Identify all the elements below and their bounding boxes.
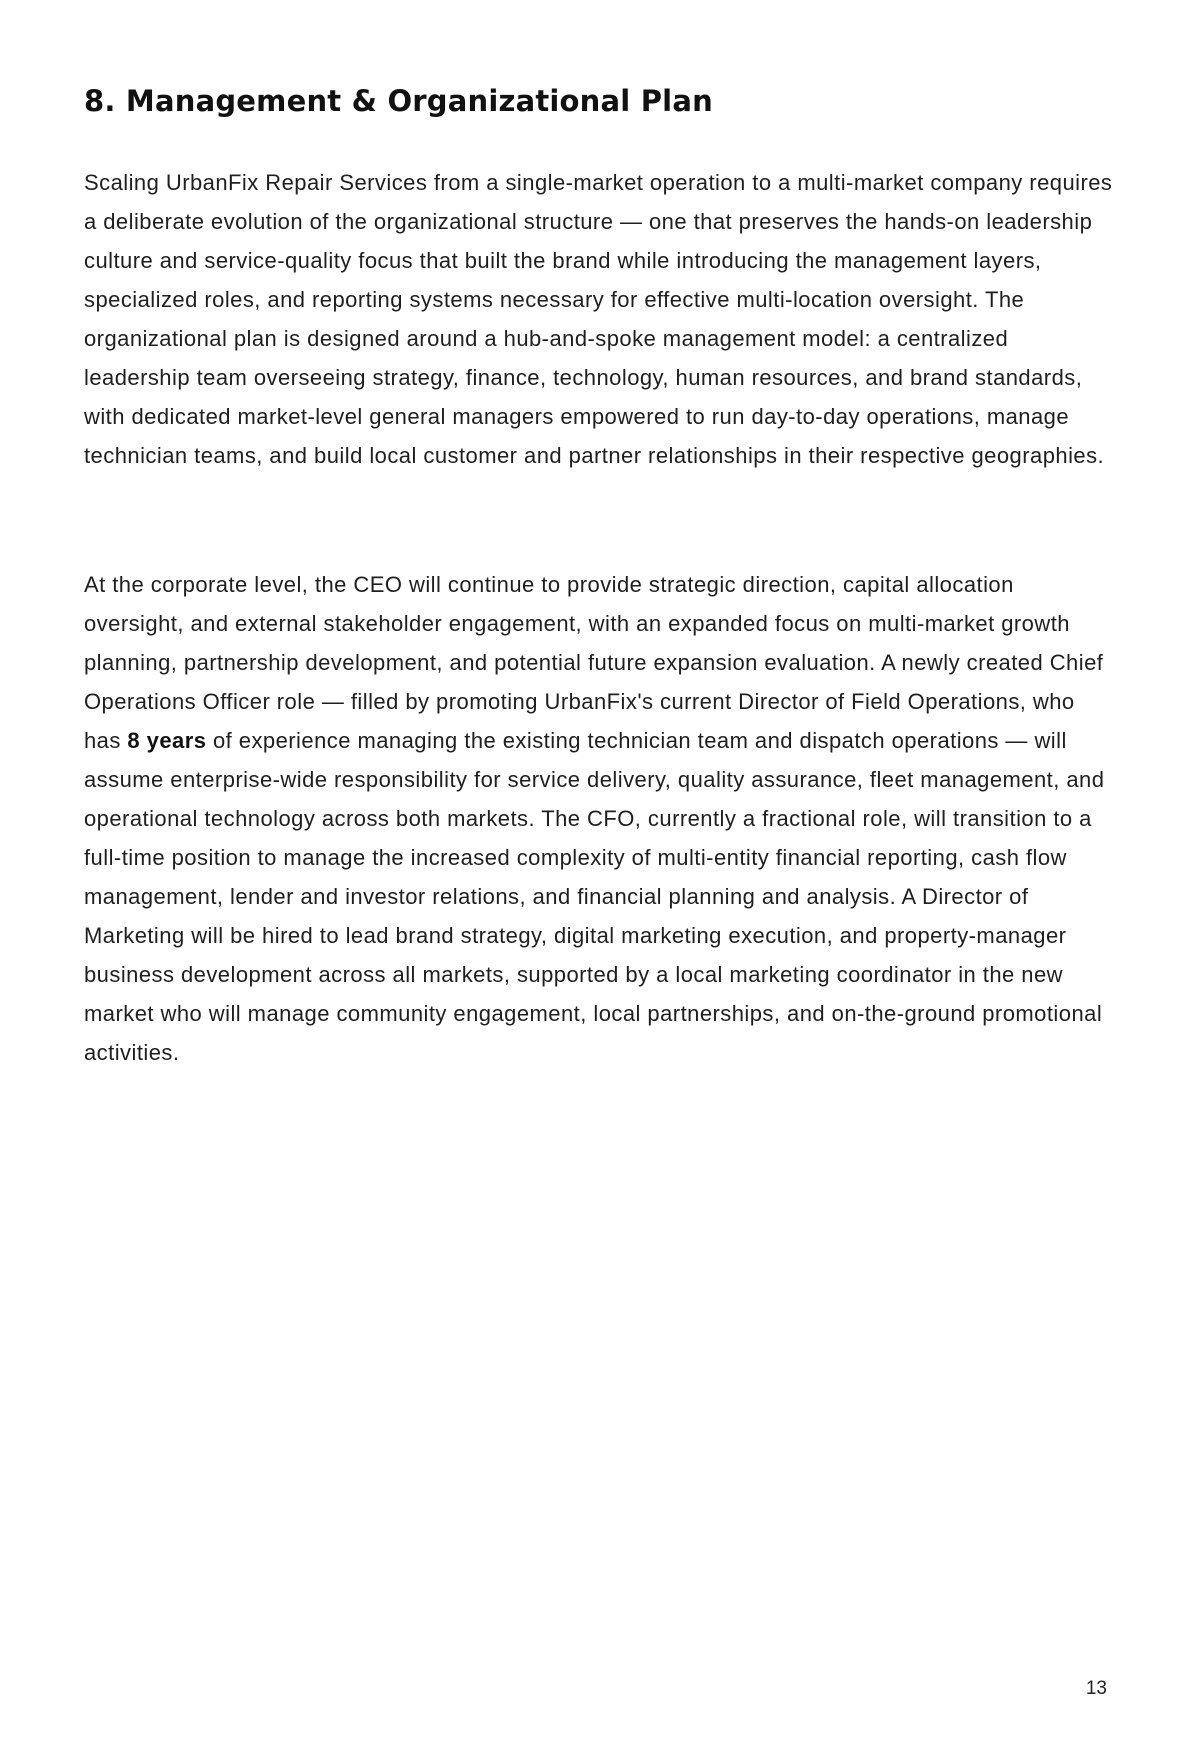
- paragraph-2-emphasis: 8 years: [127, 728, 207, 753]
- page-number: 13: [1085, 1678, 1107, 1699]
- paragraph-2: [84, 565, 1114, 1072]
- paragraph-2-text-after: of experience managing the existing technician team and dispatch operations — will assume enterprise-wide responsibility for service delivery, quality assurance, fleet management, and operational technology across both markets. The CFO, currently a fractional role, will transition to a full-time position to manage the increased complexity of multi-entity financial reporting, cash flow management, lender and investor relations, and financial planning and analysis. A Director of Marketing will be hired to lead brand strategy, digital marketing execution, and property-manager business development across all markets, supported by a local marketing coordinator in the new market who will manage community engagement, local partnerships, and on-the-ground promotional activities.: [84, 728, 1105, 1065]
- section-heading: 8. Management & Organizational Plan: [84, 84, 713, 118]
- paragraph-2-text-before: At the corporate level, the CEO will continue to provide strategic direction, capital allocation oversight, and external stakeholder engagement, with an expanded focus on multi-market growth planning, partnership development, and potential future expansion evaluation. A newly created Chief Operations Officer role — filled by promoting UrbanFix's current Director of Field Operations, who has: [84, 572, 1104, 753]
- paragraph-1: Scaling UrbanFix Repair Services from a single-market operation to a multi-market company requires a deliberate evolution of the organizational structure — one that preserves the hands-on leadership culture and service-quality focus that built the brand while introducing the management layers, specialized roles, and reporting systems necessary for effective multi-location oversight. The organizational plan is designed around a hub-and-spoke management model: a centralized leadership team overseeing strategy, finance, technology, human resources, and brand standards, with dedicated market-level general managers empowered to run day-to-day operations, manage technician teams, and build local customer and partner relationships in their respective geographies.: [84, 170, 1113, 468]
